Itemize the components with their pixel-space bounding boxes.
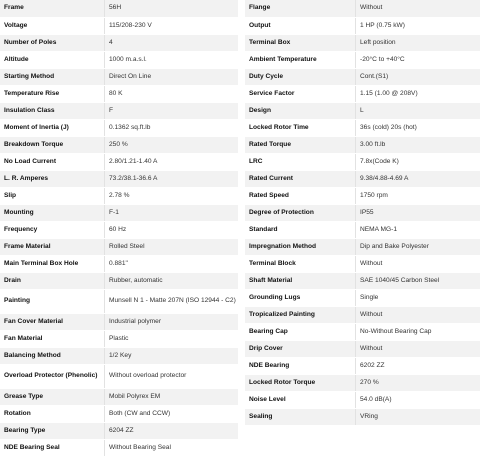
spec-label: Fan Cover Material [0, 313, 105, 330]
spec-label: Impregnation Method [245, 238, 356, 255]
spec-label: Slip [0, 187, 105, 204]
spec-row [245, 272, 480, 289]
spec-row [245, 0, 480, 17]
spec-value: Without [356, 255, 480, 272]
spec-label: Balancing Method [0, 347, 105, 364]
spec-label: Locked Rotor Torque [245, 374, 356, 391]
spec-row [0, 136, 238, 153]
spec-value: 1000 m.a.s.l. [105, 51, 239, 68]
spec-value: 60 Hz [105, 221, 239, 238]
spec-label: Fan Material [0, 330, 105, 347]
spec-value: 2.80/1.21-1.40 A [105, 153, 239, 170]
spec-label: Frame [0, 0, 105, 17]
spec-label: Standard [245, 221, 356, 238]
spec-label: Service Factor [245, 85, 356, 102]
spec-label: Grease Type [0, 388, 105, 405]
spec-value: Single [356, 289, 480, 306]
spec-value: 6202 ZZ [356, 357, 480, 374]
spec-row [0, 221, 238, 238]
spec-row [0, 85, 238, 102]
spec-value: 0.881" [105, 255, 239, 272]
spec-row [0, 187, 238, 204]
spec-row [0, 439, 238, 456]
spec-row [245, 51, 480, 68]
spec-row [245, 204, 480, 221]
spec-value: Dip and Bake Polyester [356, 238, 480, 255]
spec-value: Munsell N 1 - Matte 207N (ISO 12944 - C2) [105, 289, 239, 313]
spec-label: Rated Current [245, 170, 356, 187]
spec-row [0, 289, 238, 313]
spec-row [0, 68, 238, 85]
spec-value: F-1 [105, 204, 239, 221]
spec-row [245, 34, 480, 51]
spec-row [0, 170, 238, 187]
spec-row [0, 17, 238, 34]
spec-label: Output [245, 17, 356, 34]
spec-value: Without [356, 340, 480, 357]
spec-label: Overload Protector (Phenolic) [0, 364, 105, 388]
spec-row [245, 238, 480, 255]
spec-value: 1/2 Key [105, 347, 239, 364]
spec-row [245, 17, 480, 34]
spec-label: Locked Rotor Time [245, 119, 356, 136]
spec-label: Tropicalized Painting [245, 306, 356, 323]
spec-label: Moment of Inertia (J) [0, 119, 105, 136]
spec-value: 36s (cold) 20s (hot) [356, 119, 480, 136]
spec-value: 1750 rpm [356, 187, 480, 204]
spec-value: 6204 ZZ [105, 422, 239, 439]
spec-label: Degree of Protection [245, 204, 356, 221]
spec-value: L [356, 102, 480, 119]
spec-label: Terminal Block [245, 255, 356, 272]
spec-value: Without [356, 306, 480, 323]
spec-value: F [105, 102, 239, 119]
spec-label: Mounting [0, 204, 105, 221]
spec-label: Flange [245, 0, 356, 17]
spec-label: Bearing Type [0, 422, 105, 439]
right-spec-table-body [245, 0, 480, 425]
spec-row [245, 187, 480, 204]
spec-label: Design [245, 102, 356, 119]
spec-label: Drain [0, 272, 105, 289]
spec-row [245, 102, 480, 119]
spec-row [245, 306, 480, 323]
spec-label: Grounding Lugs [245, 289, 356, 306]
spec-row [0, 153, 238, 170]
spec-label: LRC [245, 153, 356, 170]
spec-value: 270 % [356, 374, 480, 391]
spec-value: Cont.(S1) [356, 68, 480, 85]
spec-row [0, 330, 238, 347]
spec-label: Frame Material [0, 238, 105, 255]
spec-value: No-Without Bearing Cap [356, 323, 480, 340]
spec-label: Voltage [0, 17, 105, 34]
spec-label: Rotation [0, 405, 105, 422]
spec-row [0, 0, 238, 17]
spec-row [245, 170, 480, 187]
spec-value: 56H [105, 0, 239, 17]
spec-row [245, 391, 480, 408]
left-spec-table-body [0, 0, 238, 456]
spec-label: Bearing Cap [245, 323, 356, 340]
spec-value: 115/208-230 V [105, 17, 239, 34]
spec-value: 9.38/4.88-4.69 A [356, 170, 480, 187]
spec-label: Painting [0, 289, 105, 313]
spec-row [0, 388, 238, 405]
spec-value: 0.1362 sq.ft.lb [105, 119, 239, 136]
left-spec-table-container [0, 0, 238, 457]
spec-row [0, 102, 238, 119]
spec-label: Sealing [245, 408, 356, 425]
spec-value: Rolled Steel [105, 238, 239, 255]
spec-row [245, 255, 480, 272]
spec-label: No Load Current [0, 153, 105, 170]
spec-value: Without Bearing Seal [105, 439, 239, 456]
spec-row [245, 85, 480, 102]
spec-row [0, 313, 238, 330]
spec-value: 3.00 ft.lb [356, 136, 480, 153]
spec-label: Duty Cycle [245, 68, 356, 85]
spec-row [245, 357, 480, 374]
spec-row [245, 374, 480, 391]
spec-value: Without [356, 0, 480, 17]
spec-row [0, 347, 238, 364]
spec-row [245, 221, 480, 238]
spec-row [0, 272, 238, 289]
spec-label: Shaft Material [245, 272, 356, 289]
spec-value: Both (CW and CCW) [105, 405, 239, 422]
spec-label: Noise Level [245, 391, 356, 408]
spec-value: 80 K [105, 85, 239, 102]
spec-label: Number of Poles [0, 34, 105, 51]
spec-label: NDE Bearing [245, 357, 356, 374]
spec-label: Insulation Class [0, 102, 105, 119]
spec-value: -20°C to +40°C [356, 51, 480, 68]
spec-label: Terminal Box [245, 34, 356, 51]
spec-row [0, 51, 238, 68]
spec-label: Frequency [0, 221, 105, 238]
spec-row [0, 422, 238, 439]
spec-label: Altitude [0, 51, 105, 68]
right-spec-table-container [245, 0, 480, 426]
spec-label: Ambient Temperature [245, 51, 356, 68]
spec-label: Rated Torque [245, 136, 356, 153]
left-spec-table [0, 0, 238, 457]
spec-value: VRing [356, 408, 480, 425]
spec-value: 73.2/38.1-36.6 A [105, 170, 239, 187]
spec-row [0, 119, 238, 136]
spec-row [245, 68, 480, 85]
spec-value: 7.8x(Code K) [356, 153, 480, 170]
spec-label: L. R. Amperes [0, 170, 105, 187]
spec-label: Temperature Rise [0, 85, 105, 102]
spec-row [0, 204, 238, 221]
spec-label: Rated Speed [245, 187, 356, 204]
spec-row [245, 408, 480, 425]
spec-row [0, 255, 238, 272]
spec-value: 54.0 dB(A) [356, 391, 480, 408]
spec-value: Rubber, automatic [105, 272, 239, 289]
spec-row [0, 364, 238, 388]
spec-value: Left position [356, 34, 480, 51]
spec-value: SAE 1040/45 Carbon Steel [356, 272, 480, 289]
spec-row [245, 136, 480, 153]
spec-row [0, 405, 238, 422]
spec-value: Direct On Line [105, 68, 239, 85]
right-spec-table [245, 0, 480, 426]
spec-value: 2.78 % [105, 187, 239, 204]
spec-label: Breakdown Torque [0, 136, 105, 153]
spec-label: Drip Cover [245, 340, 356, 357]
spec-value: 4 [105, 34, 239, 51]
spec-row [0, 34, 238, 51]
spec-value: Industrial polymer [105, 313, 239, 330]
spec-row [0, 238, 238, 255]
spec-value: 1 HP (0.75 kW) [356, 17, 480, 34]
spec-value: Mobil Polyrex EM [105, 388, 239, 405]
spec-label: NDE Bearing Seal [0, 439, 105, 456]
spec-value: Plastic [105, 330, 239, 347]
spec-value: Without overload protector [105, 364, 239, 388]
spec-value: 1.15 (1.00 @ 208V) [356, 85, 480, 102]
spec-value: 250 % [105, 136, 239, 153]
spec-row [245, 323, 480, 340]
spec-label: Starting Method [0, 68, 105, 85]
spec-row [245, 119, 480, 136]
spec-label: Main Terminal Box Hole [0, 255, 105, 272]
spec-row [245, 289, 480, 306]
spec-value: IP55 [356, 204, 480, 221]
spec-row [245, 340, 480, 357]
spec-row [245, 153, 480, 170]
spec-value: NEMA MG-1 [356, 221, 480, 238]
